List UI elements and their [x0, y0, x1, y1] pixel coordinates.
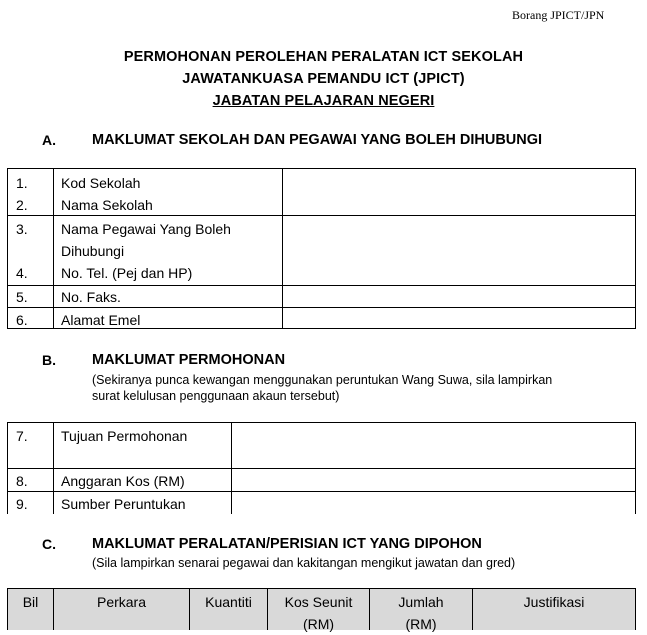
input-cell-officer[interactable]: [283, 216, 635, 285]
section-a-letter: A.: [42, 132, 56, 148]
row-number: 7.: [16, 428, 28, 444]
column-header-bil: Bil: [22, 594, 39, 610]
field-label-alamat-emel: Alamat Emel: [61, 312, 141, 328]
form-code: Borang JPICT/JPN: [512, 8, 605, 22]
form-title-line-1: PERMOHONAN PEROLEHAN PERALATAN ICT SEKOLAH: [123, 49, 524, 65]
field-label-anggaran-kos: Anggaran Kos (RM): [61, 473, 185, 489]
field-label-kod-sekolah: Kod Sekolah: [61, 175, 141, 191]
column-header-perkara: Perkara: [96, 594, 147, 610]
row-number: 3.: [16, 221, 28, 237]
row-number: 5.: [16, 289, 28, 305]
section-c-title: MAKLUMAT PERALATAN/PERISIAN ICT YANG DIPOHON: [92, 536, 482, 552]
field-label-nama-pegawai-cont: Dihubungi: [61, 243, 125, 259]
column-header-kuantiti: Kuantiti: [205, 594, 252, 610]
input-cell-purpose[interactable]: [232, 423, 635, 468]
column-header-justifikasi: Justifikasi: [523, 594, 585, 610]
input-cell-cost[interactable]: [232, 469, 635, 491]
field-label-sumber: Sumber Peruntukan: [61, 496, 186, 512]
section-b-note-line-2: surat kelulusan penggunaan akaun tersebut): [92, 389, 340, 403]
section-c-letter: C.: [42, 536, 56, 552]
section-b-title: MAKLUMAT PERMOHONAN: [92, 352, 286, 368]
input-cell-school[interactable]: [283, 169, 635, 215]
section-a-table: [7, 168, 636, 329]
section-c-table-header: [7, 588, 636, 630]
section-b-letter: B.: [42, 352, 56, 368]
section-c-note: (Sila lampirkan senarai pegawai dan kakitangan mengikut jawatan dan gred): [92, 556, 516, 570]
field-label-nama-pegawai: Nama Pegawai Yang Boleh: [61, 221, 231, 237]
row-number: 8.: [16, 473, 28, 489]
form-title-line-3: JABATAN PELAJARAN NEGERI: [212, 93, 435, 109]
column-header-jumlah: Jumlah (RM): [398, 594, 444, 632]
row-number: 1.: [16, 175, 28, 191]
form-title-line-2: JAWATANKUASA PEMANDU ICT (JPICT): [182, 71, 465, 87]
input-cell-source[interactable]: [232, 492, 635, 514]
row-number: 4.: [16, 265, 28, 281]
field-label-no-faks: No. Faks.: [61, 289, 121, 305]
input-cell-email[interactable]: [283, 308, 635, 328]
section-b-note-line-1: (Sekiranya punca kewangan menggunakan peruntukan Wang Suwa, sila lampirkan: [92, 373, 553, 387]
field-label-tujuan: Tujuan Permohonan: [61, 428, 188, 444]
row-number: 9.: [16, 496, 28, 512]
field-label-nama-sekolah: Nama Sekolah: [61, 197, 153, 213]
section-b-table: [7, 422, 636, 514]
input-cell-fax[interactable]: [283, 286, 635, 307]
row-number: 2.: [16, 197, 28, 213]
column-header-kos-seunit: Kos Seunit (RM): [284, 594, 353, 632]
field-label-no-tel: No. Tel. (Pej dan HP): [61, 265, 193, 281]
section-a-title: MAKLUMAT SEKOLAH DAN PEGAWAI YANG BOLEH DIHUBUNGI: [92, 132, 543, 148]
row-number: 6.: [16, 312, 28, 328]
